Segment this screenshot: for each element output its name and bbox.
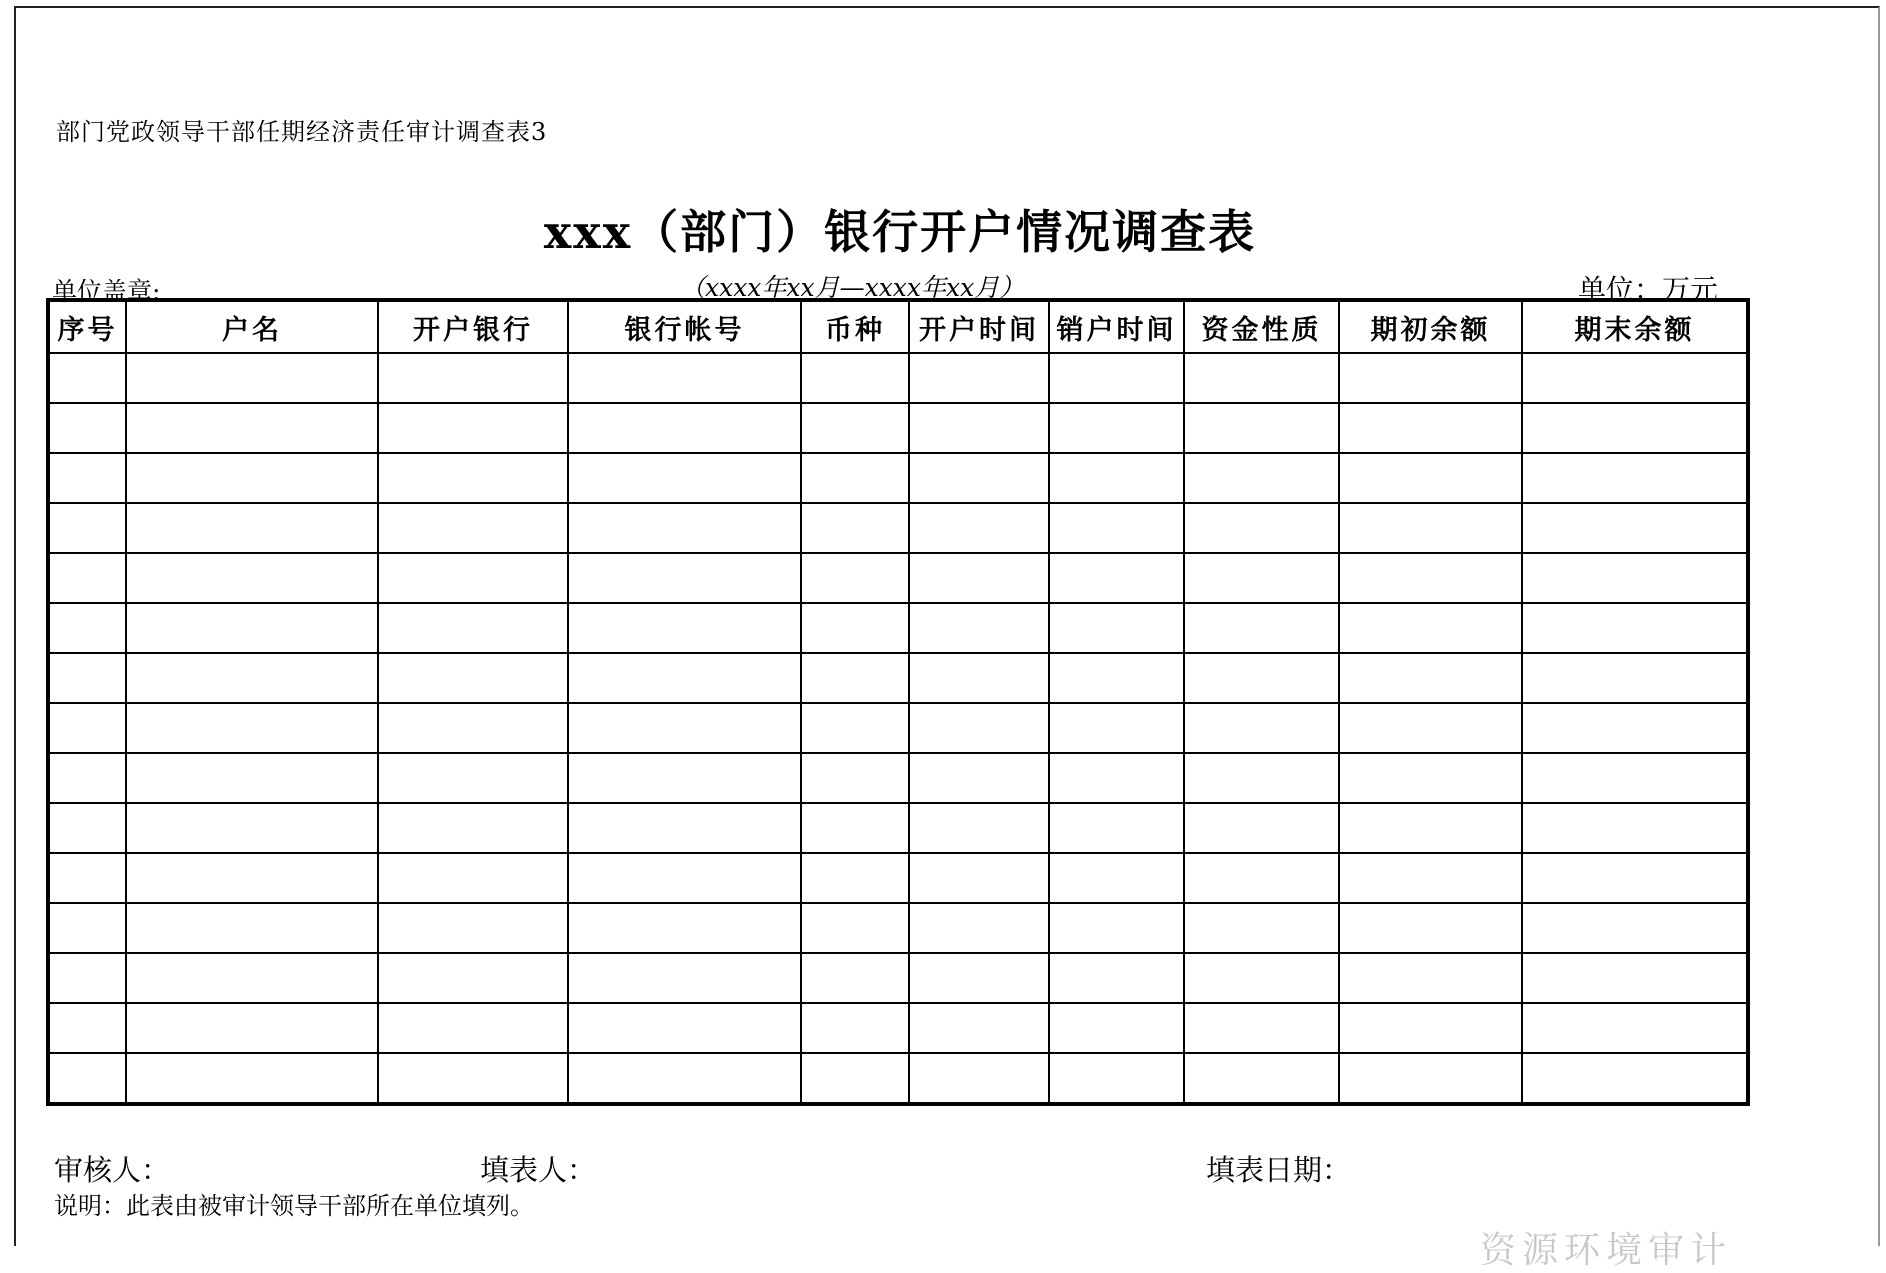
table-cell[interactable] [1184,753,1339,803]
table-cell[interactable] [126,1003,378,1053]
table-cell[interactable] [48,653,126,703]
table-cell[interactable] [48,553,126,603]
table-cell[interactable] [1184,603,1339,653]
table-cell[interactable] [909,653,1049,703]
table-cell[interactable] [1339,953,1522,1003]
table-cell[interactable] [48,453,126,503]
table-cell[interactable] [909,553,1049,603]
note-text: 说明：此表由被审计领导干部所在单位填列。 [54,1192,534,1220]
table-cell[interactable] [126,853,378,903]
table-cell[interactable] [1184,403,1339,453]
table-cell[interactable] [1184,853,1339,903]
table-cell[interactable] [1522,953,1748,1003]
table-cell[interactable] [1184,953,1339,1003]
table-cell[interactable] [126,753,378,803]
table-row [48,453,1748,503]
table-row [48,353,1748,403]
table-cell[interactable] [1339,353,1522,403]
table-cell[interactable] [1522,1053,1748,1104]
table-cell[interactable] [909,853,1049,903]
table-cell[interactable] [1522,903,1748,953]
header-cell: 户名 [126,300,378,353]
table-cell[interactable] [378,353,568,403]
table-cell[interactable] [48,353,126,403]
table-header-row [48,300,1748,353]
table-cell[interactable] [909,403,1049,453]
table-cell[interactable] [1339,603,1522,653]
table-cell[interactable] [909,753,1049,803]
table-cell[interactable] [909,503,1049,553]
table-cell[interactable] [1184,1003,1339,1053]
table-cell[interactable] [1339,453,1522,503]
table-cell[interactable] [1522,653,1748,703]
table-cell[interactable] [801,853,909,903]
table-cell[interactable] [909,703,1049,753]
table-cell[interactable] [1339,553,1522,603]
table-cell[interactable] [568,353,801,403]
table-cell[interactable] [909,1003,1049,1053]
table-cell[interactable] [48,503,126,553]
table-cell[interactable] [126,353,378,403]
table-cell[interactable] [378,453,568,503]
table-cell[interactable] [1184,453,1339,503]
unit-label: 单位：万元 [1578,273,1719,306]
table-cell[interactable] [48,953,126,1003]
table-cell[interactable] [568,603,801,653]
table-cell[interactable] [801,453,909,503]
table-cell[interactable] [378,1003,568,1053]
table-cell[interactable] [568,653,801,703]
table-cell[interactable] [1339,403,1522,453]
table-cell[interactable] [568,803,801,853]
table-cell[interactable] [568,853,801,903]
table-cell[interactable] [1049,1003,1184,1053]
table-cell[interactable] [126,503,378,553]
table-cell[interactable] [378,953,568,1003]
table-cell[interactable] [1339,653,1522,703]
table-cell[interactable] [1049,553,1184,603]
table-cell[interactable] [801,353,909,403]
table-cell[interactable] [48,803,126,853]
table-cell[interactable] [1522,753,1748,803]
table-cell[interactable] [1522,353,1748,403]
table-row [48,403,1748,453]
table-row [48,703,1748,753]
table-cell[interactable] [48,903,126,953]
header-cell: 资金性质 [1184,300,1339,353]
table-cell[interactable] [126,603,378,653]
table-cell[interactable] [568,1003,801,1053]
table-cell[interactable] [1049,953,1184,1003]
table-cell[interactable] [568,753,801,803]
table-cell[interactable] [568,703,801,753]
header-cell: 开户时间 [909,300,1049,353]
table-cell[interactable] [1184,353,1339,403]
table-row [48,653,1748,703]
table-row [48,1003,1748,1053]
table-cell[interactable] [1049,453,1184,503]
table-cell[interactable] [801,403,909,453]
table-cell[interactable] [1184,553,1339,603]
header-cell: 开户银行 [378,300,568,353]
table-cell[interactable] [801,1003,909,1053]
table-cell[interactable] [378,603,568,653]
table-cell[interactable] [801,803,909,853]
table-cell[interactable] [801,603,909,653]
table-cell[interactable] [48,703,126,753]
table-row [48,853,1748,903]
header-cell: 期末余额 [1522,300,1748,353]
table-cell[interactable] [1522,703,1748,753]
header-cell: 币种 [801,300,909,353]
table-cell[interactable] [378,403,568,453]
table-row [48,803,1748,853]
table-cell[interactable] [568,953,801,1003]
table-cell[interactable] [378,1053,568,1104]
table-cell[interactable] [378,803,568,853]
table-cell[interactable] [1522,503,1748,553]
table-cell[interactable] [1049,853,1184,903]
table-cell[interactable] [1339,803,1522,853]
table-cell[interactable] [1184,703,1339,753]
table-cell[interactable] [126,953,378,1003]
table-cell[interactable] [801,903,909,953]
table-cell[interactable] [126,903,378,953]
table-cell[interactable] [568,903,801,953]
bank-account-table [46,298,1750,1106]
table-cell[interactable] [568,1053,801,1104]
table-cell[interactable] [801,953,909,1003]
table-cell[interactable] [126,803,378,853]
table-cell[interactable] [801,753,909,803]
table-row [48,903,1748,953]
table-cell[interactable] [909,903,1049,953]
table-cell[interactable] [126,1053,378,1104]
table-cell[interactable] [378,653,568,703]
table-row [48,753,1748,803]
table-cell[interactable] [1184,803,1339,853]
period-range: （xxxx年xx月—xxxx年xx月） [680,273,1025,302]
table-cell[interactable] [126,403,378,453]
table-cell[interactable] [1049,703,1184,753]
table-cell[interactable] [909,453,1049,503]
table-cell[interactable] [1522,603,1748,653]
table-row [48,1053,1748,1104]
table-cell[interactable] [1049,1053,1184,1104]
table-cell[interactable] [909,1053,1049,1104]
table-cell[interactable] [801,1053,909,1104]
table-cell[interactable] [1339,503,1522,553]
table-cell[interactable] [48,853,126,903]
table-cell[interactable] [126,553,378,603]
table-cell[interactable] [1339,853,1522,903]
table-cell[interactable] [801,503,909,553]
table-cell[interactable] [1522,553,1748,603]
table-cell[interactable] [909,603,1049,653]
reviewer-label: 审核人： [54,1153,171,1187]
table-cell[interactable] [909,953,1049,1003]
table-cell[interactable] [1339,903,1522,953]
table-cell[interactable] [1049,803,1184,853]
watermark: 资源环境审计 [1480,1230,1733,1271]
page-title: xxx（部门）银行开户情况调查表 [543,205,1257,259]
header-cell: 销户时间 [1049,300,1184,353]
table-cell[interactable] [1184,903,1339,953]
table-cell[interactable] [378,753,568,803]
table-cell[interactable] [568,503,801,553]
seal-label: 单位盖章: [52,277,161,306]
table-cell[interactable] [568,553,801,603]
table-cell[interactable] [1522,853,1748,903]
form-code: 部门党政领导干部任期经济责任审计调查表3 [56,118,548,146]
table-cell[interactable] [801,653,909,703]
table-cell[interactable] [1339,703,1522,753]
table-cell[interactable] [1522,1003,1748,1053]
table-cell[interactable] [378,903,568,953]
table-cell[interactable] [1522,803,1748,853]
table-cell[interactable] [1049,653,1184,703]
table-row [48,603,1748,653]
table-cell[interactable] [1049,603,1184,653]
table-cell[interactable] [801,703,909,753]
table-cell[interactable] [1339,1053,1522,1104]
table-cell[interactable] [126,703,378,753]
table-cell[interactable] [568,403,801,453]
table-cell[interactable] [1339,753,1522,803]
table-cell[interactable] [1184,1053,1339,1104]
table-body [48,353,1748,1104]
table-cell[interactable] [909,353,1049,403]
table-cell[interactable] [126,653,378,703]
table-cell[interactable] [378,553,568,603]
filler-label: 填表人： [480,1153,597,1187]
header-cell: 序号 [48,300,126,353]
table-cell[interactable] [48,1003,126,1053]
table-cell[interactable] [378,503,568,553]
table-cell[interactable] [568,453,801,503]
table-cell[interactable] [126,453,378,503]
table-cell[interactable] [378,853,568,903]
header-cell: 期初余额 [1339,300,1522,353]
table-cell[interactable] [909,803,1049,853]
table-cell[interactable] [1522,453,1748,503]
table-cell[interactable] [1184,503,1339,553]
table-row [48,553,1748,603]
table-cell[interactable] [1522,403,1748,453]
table-row [48,953,1748,1003]
table-cell[interactable] [801,553,909,603]
table-cell[interactable] [1049,353,1184,403]
table-cell[interactable] [1049,753,1184,803]
header-cell: 银行帐号 [568,300,801,353]
table-cell[interactable] [1184,653,1339,703]
table-cell[interactable] [1049,503,1184,553]
table-cell[interactable] [1049,403,1184,453]
table-cell[interactable] [48,1053,126,1104]
table-cell[interactable] [1339,1003,1522,1053]
table-cell[interactable] [1049,903,1184,953]
table-cell[interactable] [48,753,126,803]
table-cell[interactable] [378,703,568,753]
table-cell[interactable] [48,403,126,453]
fill-date-label: 填表日期： [1206,1153,1352,1187]
table-cell[interactable] [48,603,126,653]
table-row [48,503,1748,553]
